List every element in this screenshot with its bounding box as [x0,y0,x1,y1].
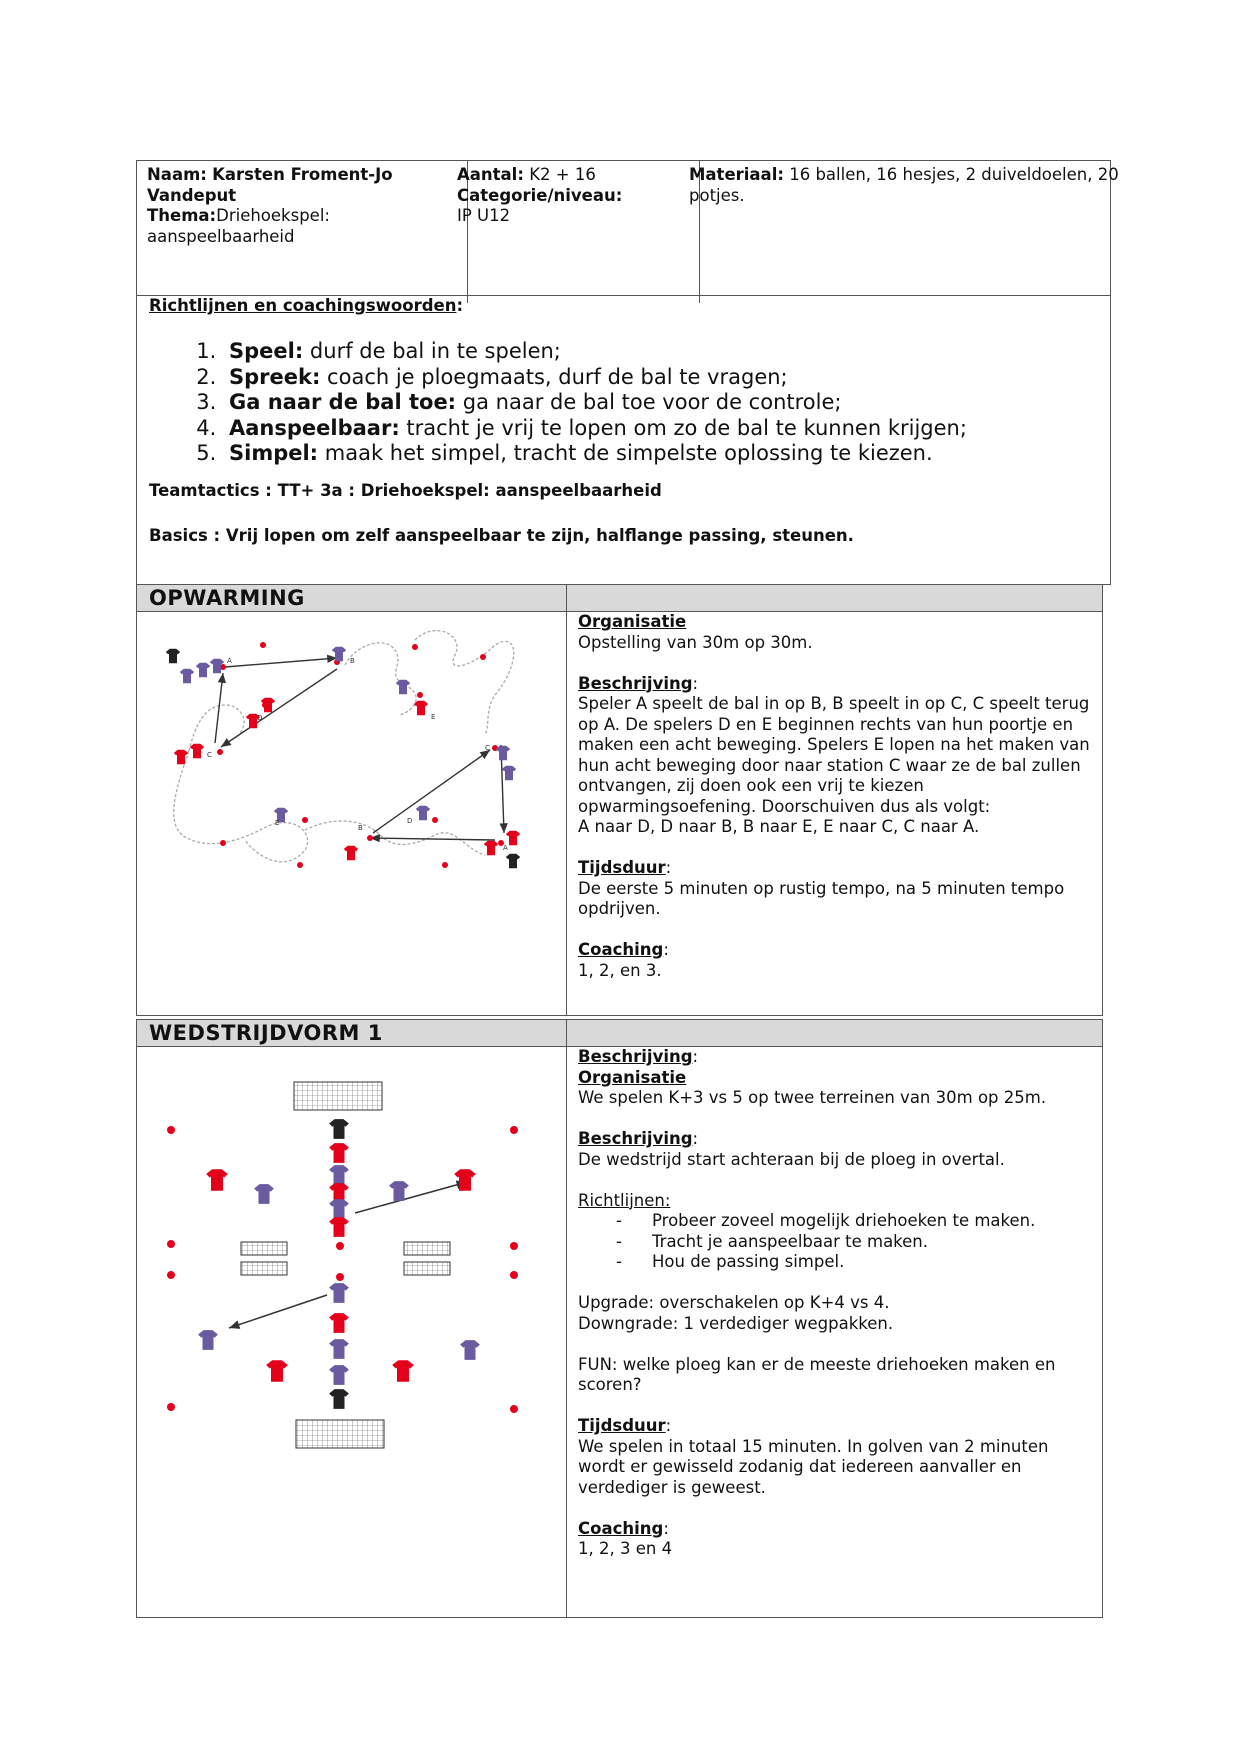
label-e2: E [275,819,280,827]
header-cell-materiaal [679,161,1131,303]
w-downgrade: Downgrade: 1 verdediger wegpakken. [578,1313,894,1333]
organisatie-label: Organisatie [578,612,687,631]
pass-arrows [215,658,504,840]
guideline-item: 5. Simpel: maak het simpel, tracht de simpelste oplossing te kiezen. [223,441,967,467]
coaching-text: 1, 2, en 3. [578,960,662,980]
label-a2: A [503,844,508,852]
guidelines-block: Richtlijnen en coachingswoorden: 1. Speel: durf de bal in te spelen; 2. Spreek: coach je ploegmaats, durf de bal te vragen; 3. Ga naar de bal toe: ga naar de bal toe voor de controle; 4. Aanspeelbaar: tracht je vrij te lopen om zo de bal te kunnen krijgen; 5. Simpel: maak het simpel, tracht de simpelste oplossing te kiezen. Teamtactics : TT+ 3a : Driehoekspel: aanspeelbaarheid Basics : Vrij lopen om zelf aanspeelbaar te zijn, halflange passing, steunen. [136,295,1111,585]
header-table [136,160,1119,296]
w-coaching-label: Coaching [578,1518,664,1538]
wedstrijdvorm-section [136,1019,1103,1618]
coaching-label: Coaching [578,940,664,959]
w-organisatie-text: We spelen K+3 vs 5 op twee terreinen van 30m op 25m. [578,1088,1047,1107]
w-beschrijving2-text: De wedstrijd start achteraan bij de ploeg in overtal. [578,1149,1005,1169]
aantal-value: K2 + 16 [529,165,596,184]
header-cell-naam [137,161,468,303]
wedstrijdvorm-diagram [157,1070,537,1470]
w-richtlijnen-label: Richtlijnen: [578,1190,671,1210]
opwarming-text: Organisatie Opstelling van 30m op 30m. Beschrijving: Speler A speelt de bal in op B, B speelt in op C, C speelt terug op A. De spelers D en E beginnen rechts van hun poortje en maken een acht beweging. Spelers E lopen na het maken van hun acht beweging door naar station C waar ze de bal zullen ontvangen, zij doen ook een vrij te kiezen opwarmingsoefening. Doorschuiven dus als volgt: A naar D, D naar B, B naar E, E naar C, C naar A. Tijdsduur: De eerste 5 minuten op rustig tempo, na 5 minuten tempo opdrijven. Coaching: 1, 2, en 3. [578,612,1098,981]
w-organisatie-label: Organisatie [578,1067,687,1087]
label-a: A [227,657,232,665]
label-e: E [431,713,436,721]
thema-value: Driehoekspel: aanspeelbaarheid [147,206,330,246]
diagram-labels [207,657,508,852]
wedstrijdvorm-title: WEDSTRIJDVORM 1 [149,1021,383,1045]
naam-label: Naam: [147,165,207,184]
opwarming-section [136,584,1103,1016]
label-d: D [257,714,263,722]
w-tijdsduur-text: We spelen in totaal 15 minuten. In golven van 2 minuten wordt er gewisseld zodanig dat iedereen aanvaller en verdediger is geweest. [578,1436,1049,1497]
categorie-label: Categorie/niveau: [457,185,623,205]
richtlijn-item: - Hou de passing simpel. [616,1252,845,1271]
opwarming-title: OPWARMING [149,586,305,610]
teamtactics-line: Teamtactics : TT+ 3a : Driehoekspel: aanspeelbaarheid [149,481,662,500]
w-beschrijving-label: Beschrijving [578,1047,693,1066]
w-beschrijving2-label: Beschrijving [578,1129,693,1148]
basics-line: Basics : Vrij lopen om zelf aanspeelbaar te zijn, halflange passing, steunen. [149,526,854,545]
label-b: B [350,657,355,665]
guideline-item: 4. Aanspeelbaar: tracht je vrij te lopen om zo de bal te kunnen krijgen; [223,416,967,442]
materiaal-label: Materiaal: [689,165,784,184]
balls [217,642,504,868]
materiaal-value: 16 ballen, 16 hesjes, 2 duiveldoelen, 20 potjes. [689,165,1119,205]
naam-value: Karsten Froment-Jo Vandeput [147,165,393,205]
richtlijn-item: - Probeer zoveel mogelijk driehoeken te maken. [616,1211,1036,1230]
guidelines-title: Richtlijnen en coachingswoorden [149,296,457,315]
guideline-item: 1. Speel: durf de bal in te spelen; [223,339,967,365]
beschrijving-text: Speler A speelt de bal in op B, B speelt in op C, C speelt terug op A. De spelers D en E beginnen rechts van hun poortje en maken een acht beweging. Spelers E lopen na het maken van hun acht beweging door naar station C waar ze de bal zullen ontvangen, zij doen ook een vrij te kiezen opwarmingsoefening. Doorschuiven dus als volgt: [578,694,1090,816]
richtlijn-item: - Tracht je aanspeelbaar te maken. [616,1231,929,1251]
tijdsduur-text: De eerste 5 minuten op rustig tempo, na 5 minuten tempo opdrijven. [578,878,1065,918]
beschrijving-text-2: A naar D, D naar B, B naar E, E naar C, C naar A. [578,817,980,836]
w-fun: FUN: welke ploeg kan er de meeste driehoeken maken en scoren? [578,1354,1056,1394]
wedstrijdvorm-text: Beschrijving: Organisatie We spelen K+3 vs 5 op twee terreinen van 30m op 25m. Beschrijving: De wedstrijd start achteraan bij de ploeg in overtal. Richtlijnen: - Probeer zoveel mogelijk driehoeken te maken. - Tracht je aanspeelbaar te maken. - Hou de passing simpel. Upgrade: overschakelen op K+4 vs 4. Downgrade: 1 verdediger wegpakken. FUN: welke ploeg kan er de meeste driehoeken maken en scoren? Tijdsduur: We spelen in totaal 15 minuten. In golven van 2 minuten wordt er gewisseld zodanig dat iedereen aanvaller en verdediger is geweest. Coaching: 1, 2, 3 en 4 [578,1047,1098,1560]
guidelines-list [137,339,967,467]
opwarming-header [137,585,1102,612]
thema-label: Thema: [147,206,217,225]
w-coaching-text: 1, 2, 3 en 4 [578,1539,673,1558]
organisatie-text: Opstelling van 30m op 30m. [578,632,813,652]
guideline-item: 2. Spreek: coach je ploegmaats, durf de bal te vragen; [223,365,967,391]
opwarming-diagram [145,615,561,875]
header-cell-aantal [447,161,700,303]
tijdsduur-label: Tijdsduur [578,858,666,877]
players [166,647,520,868]
label-d2: D [407,817,413,825]
wedstrijdvorm-header [137,1020,1102,1047]
label-c: C [207,751,212,759]
label-b2: B [358,824,363,832]
guideline-item: 3. Ga naar de bal toe: ga naar de bal toe voor de controle; [223,390,967,416]
w-upgrade: Upgrade: overschakelen op K+4 vs 4. [578,1293,890,1312]
w-tijdsduur-label: Tijdsduur [578,1416,666,1435]
beschrijving-label: Beschrijving [578,673,693,693]
aantal-label: Aantal: [457,165,524,184]
label-c2: C [485,744,490,752]
categorie-value: IP U12 [457,206,511,225]
